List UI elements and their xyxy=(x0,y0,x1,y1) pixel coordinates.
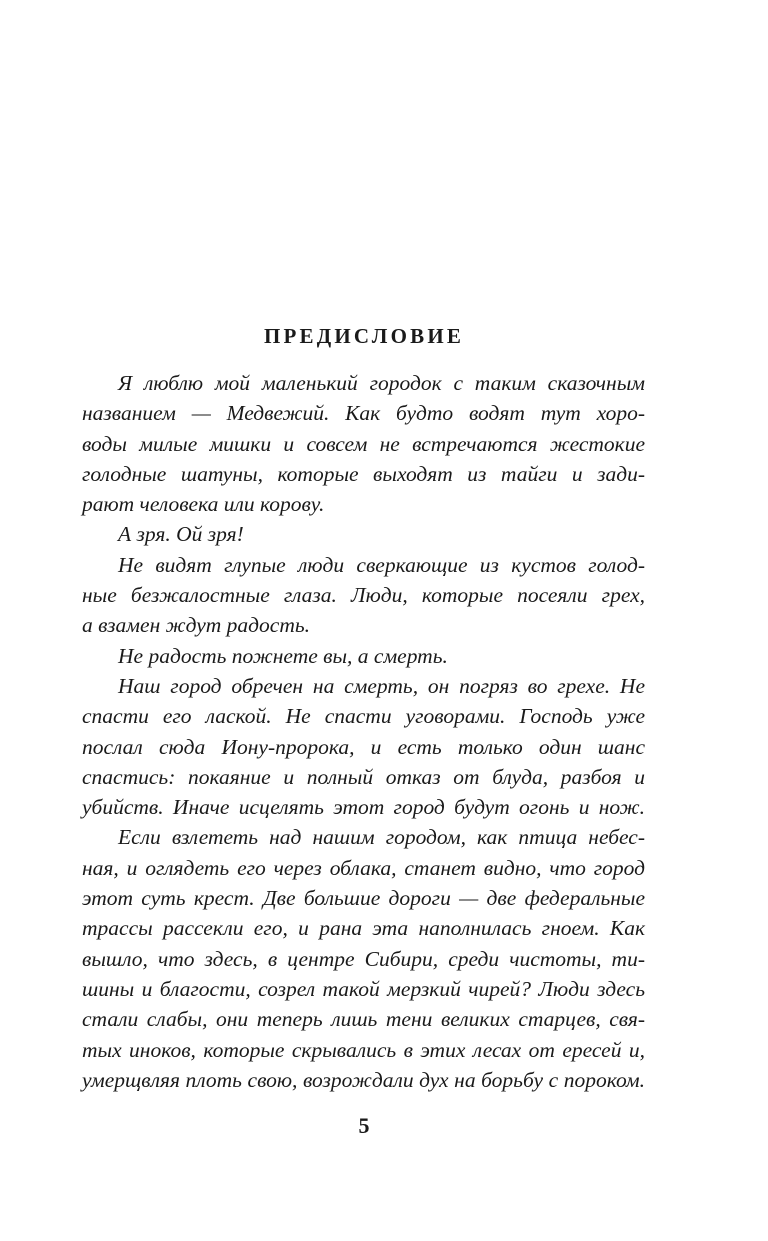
text-line: Не видят глупые люди сверкающие из кустов голод- xyxy=(118,552,645,577)
text-line: названием — Медвежий. Как будто водят тут хоро- xyxy=(82,401,645,426)
text-line: ные безжалостные глаза. Люди, которые посеяли грех, xyxy=(82,583,645,608)
text-line: послал сюда Иону-пророка, и есть только один шанс xyxy=(82,734,645,759)
body-text xyxy=(82,368,645,1095)
text-line: голодные шатуны, которые выходят из тайги и зади- xyxy=(82,461,645,486)
text-line: стали слабы, они теперь лишь тени великих старцев, свя- xyxy=(82,1007,645,1032)
text-line: трассы рассекли его, и рана эта наполнилась гноем. Как xyxy=(82,916,645,941)
page-number: 5 xyxy=(358,1113,370,1138)
text-line: Наш город обречен на смерть, он погряз во грехе. Не xyxy=(118,673,645,698)
text-line: А зря. Ой зря! xyxy=(118,522,244,547)
text-line: тых иноков, которые скрывались в этих лесах от ересей и, xyxy=(82,1037,645,1062)
text-line: спасти его лаской. Не спасти уговорами. Господь уже xyxy=(82,704,645,729)
text-line: ная, и оглядеть его через облака, станет видно, что город xyxy=(82,855,645,880)
text-line: Не радость пожнете вы, а смерть. xyxy=(118,643,448,668)
chapter-heading: ПРЕДИСЛОВИЕ xyxy=(263,324,465,348)
text-line: вышло, что здесь, в центре Сибири, среди чистоты, ти- xyxy=(82,946,645,971)
text-line: этот суть крест. Две большие дороги — две федеральные xyxy=(82,886,645,911)
text-line: Если взлететь над нашим городом, как птица небес- xyxy=(118,825,645,850)
text-line: а взамен ждут радость. xyxy=(82,613,311,638)
text-line: Я люблю мой маленький городок с таким сказочным xyxy=(118,371,645,395)
text-line: умерщвляя плоть свою, возрождали дух на борьбу с пороком. xyxy=(82,1067,645,1092)
text-line: спастись: покаяние и полный отказ от блуда, разбоя и xyxy=(82,764,645,789)
text-line: убийств. Иначе исцелять этот город будут огонь и нож. xyxy=(82,795,645,820)
text-line: рают человека или корову. xyxy=(82,492,325,517)
text-line: шины и благости, созрел такой мерзкий чирей? Люди здесь xyxy=(82,976,645,1001)
text-line: воды милые мишки и совсем не встречаются жестокие xyxy=(82,431,645,456)
